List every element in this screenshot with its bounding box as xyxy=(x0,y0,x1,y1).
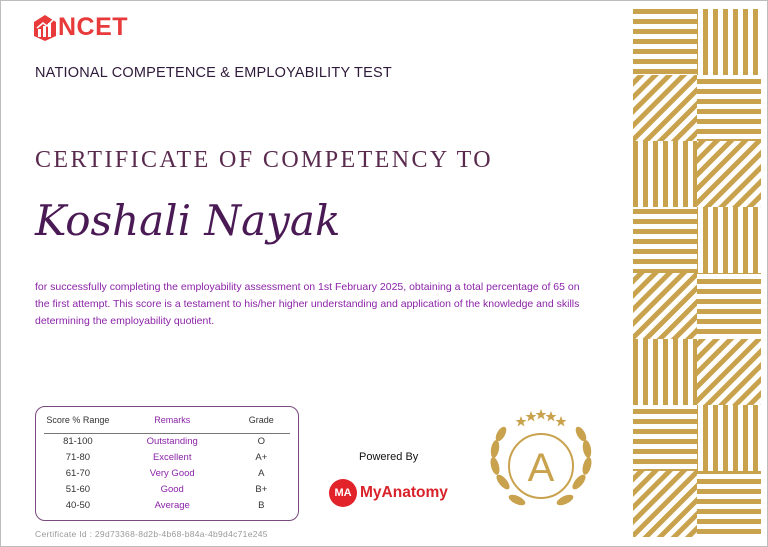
stars-icon xyxy=(516,409,567,427)
score-range: 61-70 xyxy=(65,467,91,479)
brand-name: MyAnatomy xyxy=(360,484,448,501)
grade: A+ xyxy=(255,451,268,463)
remark: Average xyxy=(154,499,190,511)
score-range: 81-100 xyxy=(63,435,93,447)
score-range: 51-60 xyxy=(65,483,91,495)
grade-badge xyxy=(481,404,601,524)
score-range-table xyxy=(35,406,299,521)
certificate-id: Certificate Id : 29d73368-8d2b-4b68-b84a-4b9d4c71e245 xyxy=(35,529,268,539)
test-name: NATIONAL COMPETENCE & EMPLOYABILITY TEST xyxy=(35,65,392,81)
bar-chart-arrow-icon xyxy=(33,14,57,42)
table-header-row xyxy=(36,413,298,433)
grade: O xyxy=(257,435,265,447)
remark: Excellent xyxy=(152,451,192,463)
badge-grade: A xyxy=(527,446,555,490)
score-range: 40-50 xyxy=(65,499,91,511)
logo-text: NCET xyxy=(58,13,129,41)
grade: A xyxy=(258,467,265,479)
table-row xyxy=(36,465,298,481)
myanatomy-logo xyxy=(329,479,448,507)
score-range: 71-80 xyxy=(65,451,91,463)
ncet-logo xyxy=(33,13,128,42)
myanatomy-mark-icon: MA xyxy=(329,479,357,507)
table-row xyxy=(36,497,298,513)
table-row xyxy=(36,433,298,449)
column-header: Score % Range xyxy=(46,415,110,425)
grade: B xyxy=(258,499,265,511)
powered-by-label: Powered By xyxy=(359,451,419,463)
header-divider xyxy=(44,433,290,434)
gold-stripe-pattern xyxy=(633,9,761,537)
remark: Good xyxy=(160,483,184,495)
column-header: Remarks xyxy=(154,415,191,425)
table-row xyxy=(36,481,298,497)
certificate-heading: CERTIFICATE OF COMPETENCY TO xyxy=(35,147,494,173)
column-header: Grade xyxy=(248,415,274,425)
table-row xyxy=(36,449,298,465)
remark: Outstanding xyxy=(146,435,198,447)
certificate-statement: for successfully completing the employability assessment on 1st February 2025, obtaining a total percentage of 65 on the first attempt. This score is a testament to his/her higher understanding and application of the knowledge and skills determining the employability quotient. xyxy=(35,281,580,327)
remark: Very Good xyxy=(149,467,195,479)
recipient-name: Koshali Nayak xyxy=(35,196,341,245)
grade: B+ xyxy=(255,483,268,495)
